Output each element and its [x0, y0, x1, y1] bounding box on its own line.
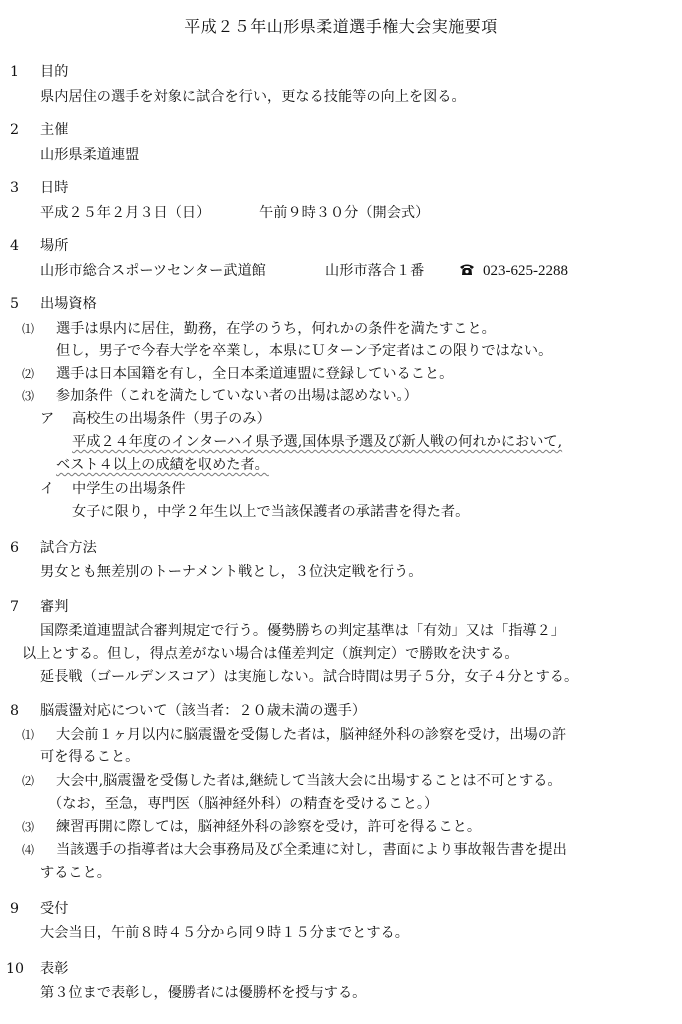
section-5-sub-a-line-2: ベスト４以上の成績を収めた者。 — [56, 457, 269, 473]
section-5-item-2-line-1: 選手は日本国籍を有し，全日本柔道連盟に登録していること。 — [56, 366, 454, 382]
section-3-date: 平成２５年２月３日（日） — [40, 205, 211, 221]
section-7-line-3: 延長戦（ゴールデンスコア）は実施しない。試合時間は男子５分，女子４分とする。 — [40, 669, 579, 685]
section-5-sub-a-line-1: 平成２４年度のインターハイ県予選,国体県予選及び新人戦の何れかにおいて, — [72, 434, 563, 450]
section-3-time: 午前９時３０分（開会式） — [259, 205, 430, 221]
section-4-phone-line — [459, 262, 568, 280]
section-8-item-2-line-2: （なお，至急，専門医（脳神経外科）の精査を受けること。） — [48, 796, 439, 812]
section-heading: 目的 — [40, 64, 69, 80]
item-marker: ⑴ — [22, 728, 35, 742]
section-8-item-1-line-2: 可を得ること。 — [40, 749, 140, 765]
section-heading: 脳震盪対応について（該当者：２０歳未満の選手） — [40, 703, 367, 719]
section-number: 3 — [10, 180, 20, 196]
sub-item-marker: イ — [40, 481, 55, 497]
section-heading: 表彰 — [40, 961, 69, 977]
section-4-address: 山形市落合１番 — [325, 263, 425, 279]
telephone-icon — [459, 263, 475, 276]
section-number: 6 — [10, 540, 20, 556]
section-number: 2 — [10, 122, 20, 138]
section-number: 9 — [10, 901, 20, 917]
item-marker: ⑶ — [22, 820, 35, 834]
section-5-item-1-line-1: 選手は県内に居住，勤務，在学のうち，何れかの条件を満たすこと。 — [56, 321, 496, 337]
item-marker: ⑶ — [22, 389, 35, 403]
section-number: 8 — [10, 703, 20, 719]
section-5-sub-b-line-1: 女子に限り，中学２年生以上で当該保護者の承諾書を得た者。 — [72, 504, 470, 520]
section-1-body: 県内居住の選手を対象に試合を行い，更なる技能等の向上を図る。 — [40, 89, 466, 105]
section-number: 7 — [10, 599, 20, 615]
section-5-item-3-line-1: 参加条件（これを満たしていない者の出場は認めない。） — [56, 388, 418, 404]
item-marker: ⑷ — [22, 843, 35, 857]
section-8-item-4-line-2: すること。 — [40, 865, 111, 881]
section-7-line-2: 以上とする。但し，得点差がない場合は僅差判定（旗判定）で勝敗を決する。 — [22, 646, 519, 662]
section-number: 4 — [10, 238, 20, 254]
section-5-sub-a-title: 高校生の出場条件（男子のみ） — [72, 411, 271, 427]
phone-number: 023-625-2288 — [483, 263, 568, 279]
section-heading: 審判 — [40, 599, 69, 615]
section-heading: 日時 — [40, 180, 69, 196]
section-heading: 主催 — [40, 122, 69, 138]
section-heading: 場所 — [40, 238, 69, 254]
section-heading: 受付 — [40, 901, 69, 917]
section-2-body: 山形県柔道連盟 — [40, 147, 140, 163]
item-marker: ⑵ — [22, 774, 35, 788]
item-marker: ⑵ — [22, 367, 35, 381]
section-8-item-2-line-1: 大会中,脳震盪を受傷した者は,継続して当該大会に出場することは不可とする。 — [56, 773, 562, 789]
section-4-venue: 山形市総合スポーツセンター武道館 — [40, 263, 266, 279]
section-heading: 試合方法 — [40, 540, 97, 556]
sub-item-marker: ア — [40, 411, 55, 427]
section-8-item-4-line-1: 当該選手の指導者は大会事務局及び全柔連に対し，書面により事故報告書を提出 — [56, 842, 567, 858]
section-10-body: 第３位まで表彰し，優勝者には優勝杯を授与する。 — [40, 985, 367, 1001]
item-marker: ⑴ — [22, 322, 35, 336]
section-8-item-3-line-1: 練習再開に際しては，脳神経外科の診察を受け，許可を得ること。 — [56, 819, 482, 835]
section-number: 1 — [10, 64, 20, 80]
section-7-line-1: 国際柔道連盟試合審判規定で行う。優勢勝ちの判定基準は「有効」又は「指導２」 — [40, 623, 565, 639]
section-number: 10 — [6, 961, 25, 977]
section-heading: 出場資格 — [40, 296, 97, 312]
section-5-item-1-line-2: 但し，男子で今春大学を卒業し，本県にＵターン予定者はこの限りではない。 — [56, 343, 553, 359]
section-8-item-1-line-1: 大会前１ヶ月以内に脳震盪を受傷した者は，脳神経外科の診察を受け，出場の許 — [56, 727, 567, 743]
section-5-sub-b-title: 中学生の出場条件 — [72, 481, 186, 497]
section-9-body: 大会当日，午前８時４５分から同９時１５分までとする。 — [40, 925, 409, 941]
section-number: 5 — [10, 296, 20, 312]
document-title: 平成２５年山形県柔道選手権大会実施要項 — [184, 17, 498, 36]
section-6-body: 男女とも無差別のトーナメント戦とし，３位決定戦を行う。 — [40, 564, 423, 580]
